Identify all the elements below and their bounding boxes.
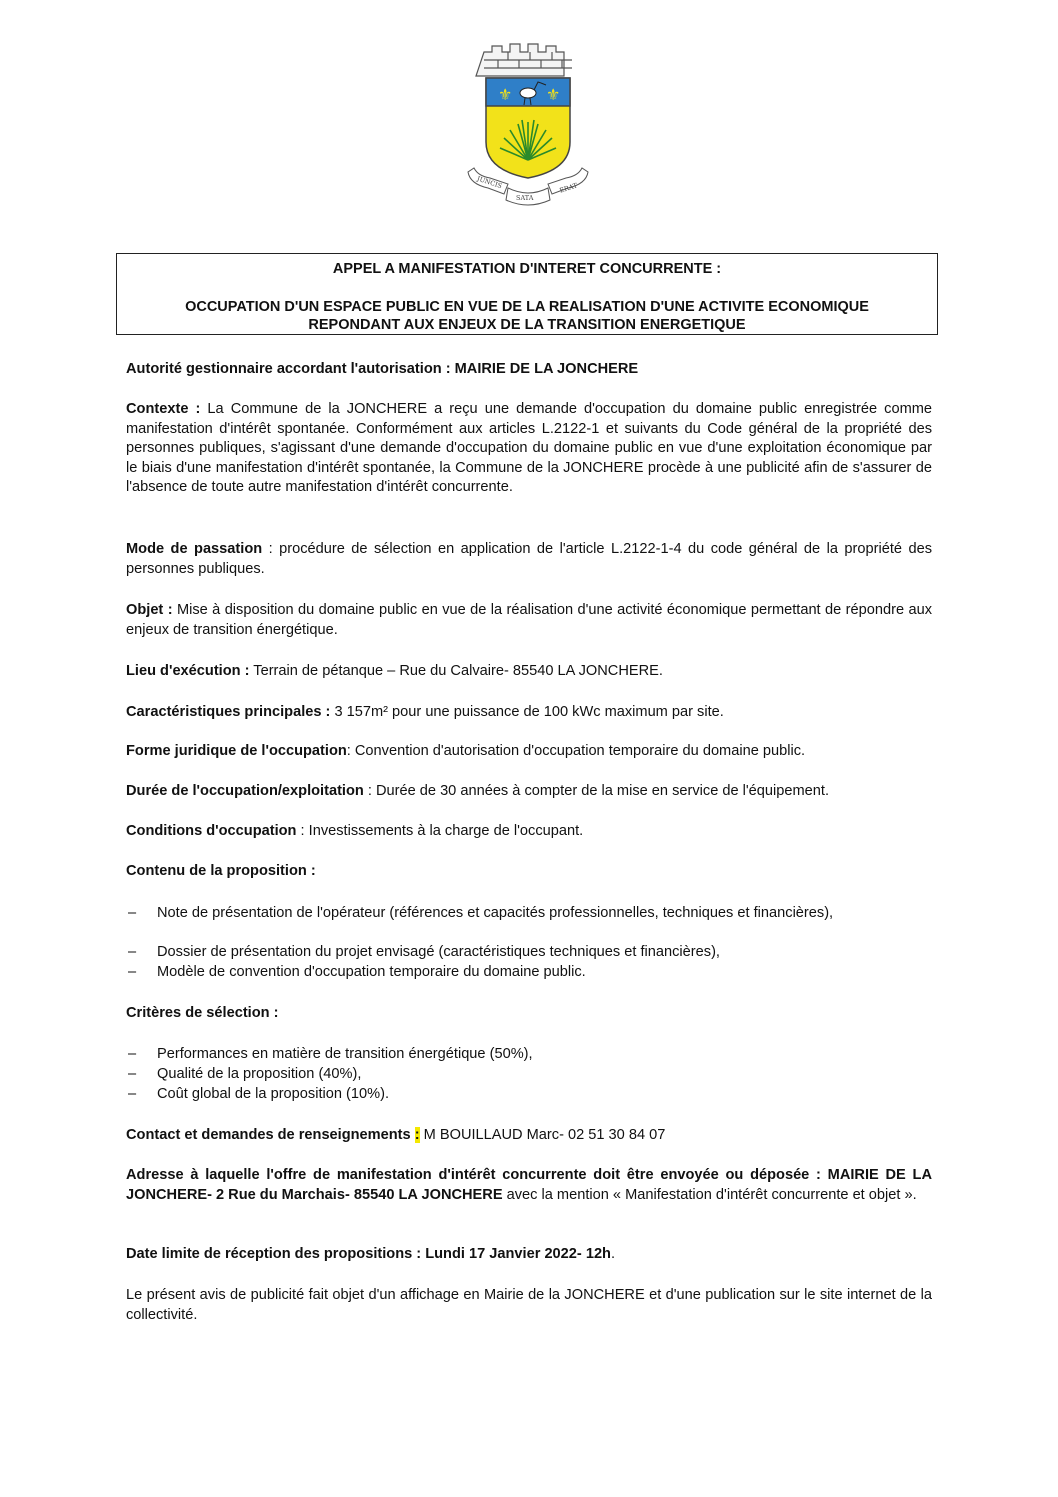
title-box (116, 253, 938, 335)
list-item-text: Dossier de présentation du projet envisagé (caractéristiques techniques et financières), (157, 944, 720, 960)
contexte-label: Contexte : (126, 401, 201, 417)
list-marker: – (128, 1046, 137, 1062)
document-subtitle-line-2: REPONDANT AUX ENJEUX DE LA TRANSITION ENERGETIQUE (308, 317, 746, 333)
duree-value: : Durée de 30 années à compter de la mise en service de l'équipement. (363, 783, 830, 799)
date-limite-label: Date limite de réception des propositions : Lundi 17 Janvier 2022- 12h (126, 1246, 611, 1262)
list-item-text: Modèle de convention d'occupation temporaire du domaine public. (157, 964, 586, 980)
list-marker: – (128, 1086, 137, 1102)
autorite-label: Autorité gestionnaire accordant l'autorisation : (126, 361, 451, 377)
section-duree (126, 782, 932, 802)
contact-colon-highlight: : (414, 1127, 420, 1143)
autorite-value: MAIRIE DE LA JONCHERE (450, 361, 639, 377)
motto-word-2: SATA (516, 194, 534, 202)
contact-label: Contact et demandes de renseignements (126, 1127, 415, 1143)
list-marker: – (128, 964, 137, 980)
contenu-label: Contenu de la proposition : (126, 863, 316, 879)
list-marker: – (128, 1066, 137, 1082)
section-criteres-heading (126, 1004, 932, 1024)
contexte-value: La Commune de la JONCHERE a reçu une demande d'occupation du domaine public enregistrée comme manifestation d'intérêt spontanée. Conformément aux articles L.2122-1 et suivants du Code général de la propriété des personnes publiques, s'agissant d'une demande d'occupation du domaine public en vue d'une exploitation économique par le biais d'une manifestation d'intérêt spontanée, la Commune de la JONCHERE procède à une publicité afin de s'assurer de l'absence de toute autre manifestation d'intérêt concurrente. (126, 401, 932, 495)
objet-value: Mise à disposition du domaine public en vue de la réalisation d'une activité économique permettant de répondre aux enjeux de transition énergétique. (126, 602, 932, 638)
forme-value: : Convention d'autorisation d'occupation temporaire du domaine public. (346, 743, 806, 759)
document-title: APPEL A MANIFESTATION D'INTERET CONCURRENTE : (332, 261, 722, 277)
section-mode-passation (126, 540, 932, 579)
section-contact (126, 1126, 932, 1146)
list-item-text: Qualité de la proposition (40%), (157, 1066, 362, 1082)
section-publicite (126, 1286, 932, 1325)
section-autorite (126, 360, 932, 380)
criteres-label: Critères de sélection : (126, 1005, 279, 1021)
section-adresse (126, 1166, 932, 1205)
list-marker: – (128, 944, 137, 960)
document-subtitle-line-1: OCCUPATION D'UN ESPACE PUBLIC EN VUE DE LA REALISATION D'UNE ACTIVITE ECONOMIQUE (185, 299, 869, 315)
lieu-label: Lieu d'exécution : (126, 663, 250, 679)
contact-value: M BOUILLAUD Marc- 02 51 30 84 07 (419, 1127, 666, 1143)
date-limite-value: . (610, 1246, 616, 1262)
coat-of-arms-logo (458, 38, 598, 214)
lieu-value: Terrain de pétanque – Rue du Calvaire- 85540 LA JONCHERE. (249, 663, 663, 679)
fleur-de-lis-icon-left: ⚜ (498, 85, 513, 104)
conditions-value: : Investissements à la charge de l'occupant. (296, 823, 584, 839)
list-item-text: Coût global de la proposition (10%). (157, 1086, 390, 1102)
adresse-value: avec la mention « Manifestation d'intérêt concurrente et objet ». (502, 1186, 917, 1203)
publicite-value: Le présent avis de publicité fait objet d'un affichage en Mairie de la JONCHERE et d'une publication sur le site internet de la collectivité. (126, 1287, 932, 1323)
section-lieu (126, 662, 932, 682)
mural-crown (476, 44, 572, 76)
caracteristiques-label: Caractéristiques principales : (126, 704, 331, 720)
caracteristiques-value: 3 157m² pour une puissance de 100 kWc maximum par site. (330, 704, 724, 720)
forme-label: Forme juridique de l'occupation (126, 743, 347, 759)
objet-label: Objet : (126, 602, 173, 618)
section-contenu-heading (126, 862, 932, 882)
motto-word-3: ERAT (558, 181, 579, 195)
adresse-label: Adresse à laquelle l'offre de manifestation d'intérêt concurrente doit être envoyée ou déposée : MAIRIE DE LA JONCHERE- 2 Rue du Marchais- 85540 LA JONCHERE (126, 1167, 932, 1203)
section-conditions (126, 822, 932, 842)
section-contexte (126, 400, 932, 498)
mode-value: : procédure de sélection en application de l'article L.2122-1-4 du code général de la propriété des personnes publiques. (126, 541, 932, 577)
fleur-de-lis-icon-right: ⚜ (546, 85, 561, 104)
conditions-label: Conditions d'occupation (126, 823, 297, 839)
list-marker: – (128, 905, 137, 921)
motto-word-1: JUNCIS (475, 174, 503, 191)
list-item-text: Note de présentation de l'opérateur (références et capacités professionnelles, techniques et financières), (157, 905, 834, 921)
section-caracteristiques (126, 703, 932, 723)
section-forme-juridique (126, 742, 932, 762)
duree-label: Durée de l'occupation/exploitation (126, 783, 364, 799)
list-item-text: Performances en matière de transition énergétique (50%), (157, 1046, 533, 1062)
section-objet (126, 601, 932, 640)
section-date-limite (126, 1245, 932, 1265)
mode-label: Mode de passation (126, 541, 263, 557)
